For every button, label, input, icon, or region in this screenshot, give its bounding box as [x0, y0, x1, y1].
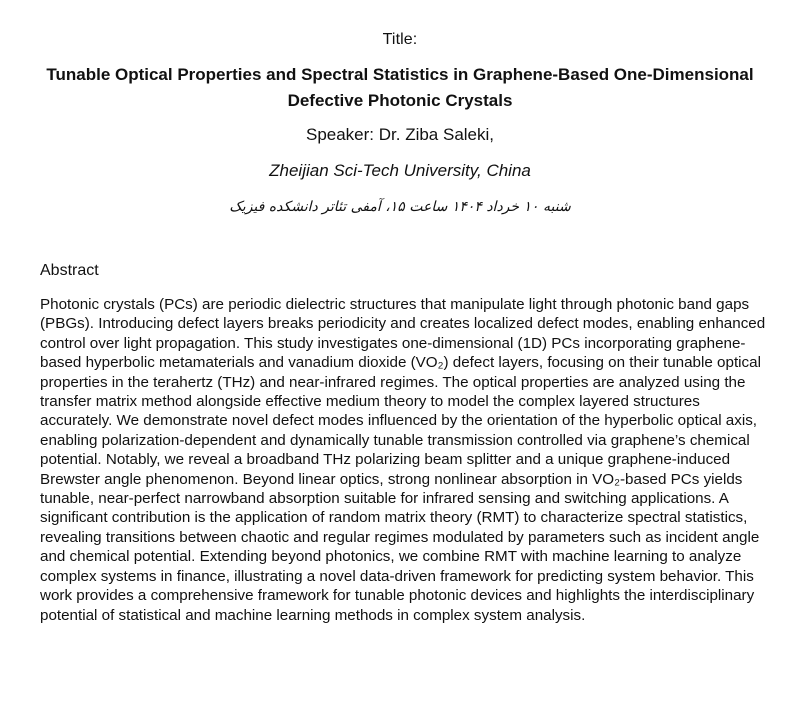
affiliation-line: Zheijian Sci-Tech University, China — [269, 161, 531, 180]
document-title: Tunable Optical Properties and Spectral Statistics in Graphene-Based One-Dimensional Defective Photonic Crystals — [46, 65, 754, 110]
abstract-heading: Abstract — [40, 262, 99, 279]
abstract-body: Photonic crystals (PCs) are periodic dielectric structures that manipulate light through photonic band gaps (PBGs). Introducing defect layers breaks periodicity and creates localized defect modes, enabling enhanced control over light propagation. This study investigates one-dimensional (1D) PCs incorporating graphene-based hyperbolic metamaterials and vanadium dioxide (VO₂) defect layers, focusing on their tunable optical properties in the terahertz (THz) and near-infrared regimes. The optical properties are analyzed using the transfer matrix method alongside effective medium theory to model the complex layered structures accurately. We demonstrate novel defect modes influenced by the orientation of the hyperbolic optical axis, enabling polarization-dependent and dynamically tunable transmission controlled via graphene’s chemical potential. Notably, we reveal a broadband THz polarizing beam splitter and a unique graphene-induced Brewster angle phenomenon. Beyond linear optics, strong nonlinear absorption in VO₂-based PCs yields tunable, near-perfect narrowband absorption suitable for infrared sensing and switching applications. A significant contribution is the application of random matrix theory (RMT) to characterize spectral statistics, revealing transitions between chaotic and regular regimes modulated by parameters such as incident angle and chemical potential. Extending beyond photonics, we combine RMT with machine learning to analyze complex systems in finance, illustrating a novel data-driven framework for predicting system behavior. This work provides a comprehensive framework for tunable photonic devices and highlights the interdisciplinary potential of statistical and machine learning methods in complex system analysis. — [40, 296, 766, 624]
header-block — [0, 30, 800, 218]
speaker-line: Speaker: Dr. Ziba Saleki, — [305, 125, 495, 144]
title-label: Title: — [382, 31, 418, 48]
schedule-line: شنبه ۱۰ خرداد ۱۴۰۴ ساعت ۱۵، آمفی تئاتر دانشکده فیزیک — [229, 199, 571, 215]
